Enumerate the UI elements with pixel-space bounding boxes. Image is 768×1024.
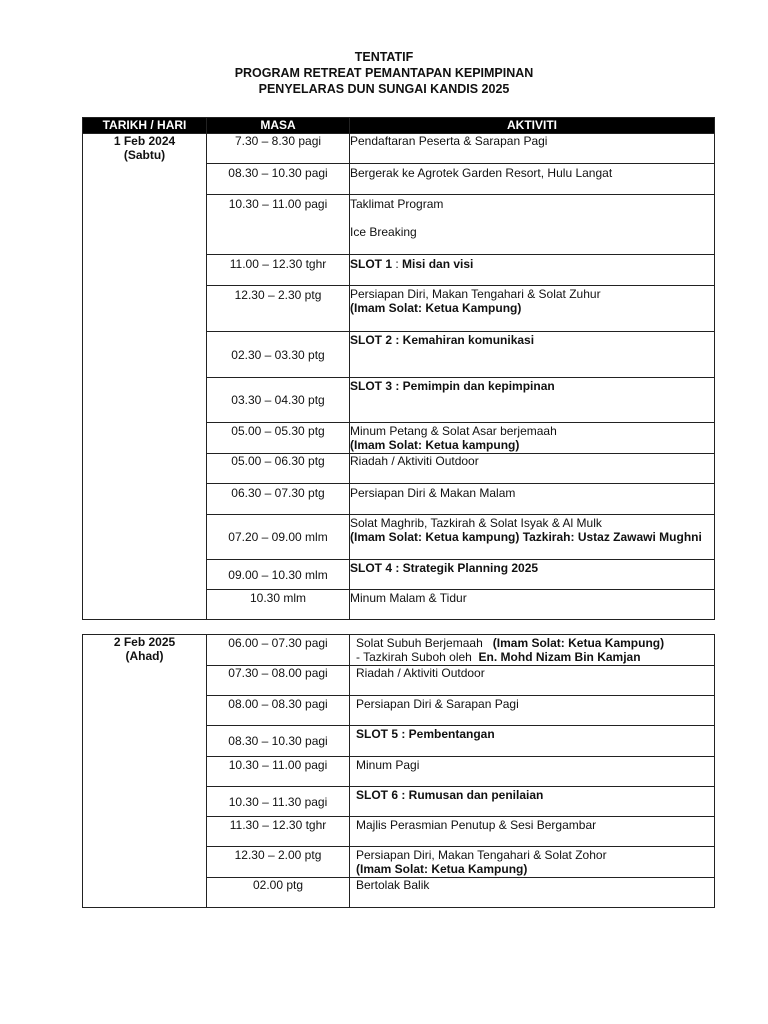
time-cell: 09.00 – 10.30 mlm: [207, 560, 350, 590]
col-header-time: MASA: [207, 118, 350, 134]
activity-text: Solat Subuh Berjemaah: [356, 636, 483, 650]
time-cell: 08.30 – 10.30 pagi: [207, 164, 350, 195]
activity-cell: Persiapan Diri & Sarapan Pagi: [350, 696, 715, 726]
activity-cell: SLOT 3 : Pemimpin dan kepimpinan: [350, 378, 715, 423]
activity-cell: [350, 847, 715, 878]
activity-line: Persiapan Diri, Makan Tengahari & Solat Zuhur: [350, 287, 601, 301]
activity-cell: SLOT 6 : Rumusan dan penilaian: [350, 787, 715, 817]
time-cell: 7.30 – 8.30 pagi: [207, 134, 350, 164]
day2-date-cell: [83, 635, 207, 908]
time-cell: 12.30 – 2.00 ptg: [207, 847, 350, 878]
time-cell: 02.30 – 03.30 ptg: [207, 332, 350, 378]
time-cell: 10.30 mlm: [207, 590, 350, 620]
time-cell: 12.30 – 2.30 ptg: [207, 286, 350, 332]
time-cell: 05.00 – 06.30 ptg: [207, 454, 350, 484]
activity-text: - Tazkirah Suboh oleh: [356, 650, 472, 664]
time-cell: 03.30 – 04.30 ptg: [207, 378, 350, 423]
time-cell: 10.30 – 11.00 pagi: [207, 757, 350, 787]
time-cell: 11.00 – 12.30 tghr: [207, 255, 350, 286]
activity-cell: [350, 423, 715, 454]
day1-dayname: (Sabtu): [123, 148, 166, 162]
imam-note: (Imam Solat: Ketua kampung): [350, 438, 520, 452]
program-title: PROGRAM RETREAT PEMANTAPAN KEPIMPINAN: [234, 66, 534, 80]
time-cell: 06.00 – 07.30 pagi: [207, 635, 350, 666]
activity-cell: Minum Pagi: [350, 757, 715, 787]
activity-line: Persiapan Diri, Makan Tengahari & Solat Zohor: [356, 848, 607, 862]
activity-line: Taklimat Program: [350, 197, 444, 211]
doc-title: TENTATIF: [354, 50, 414, 64]
slot-separator: :: [392, 257, 403, 271]
activity-cell: Persiapan Diri & Makan Malam: [350, 484, 715, 515]
imam-note: (Imam Solat: Ketua Kampung): [356, 862, 528, 876]
time-cell: 02.00 ptg: [207, 878, 350, 908]
slot-title: Misi dan visi: [402, 257, 474, 271]
table-header-row: [83, 118, 715, 134]
activity-cell: [350, 195, 715, 255]
activity-cell: Bertolak Balik: [350, 878, 715, 908]
activity-cell: SLOT 2 : Kemahiran komunikasi: [350, 332, 715, 378]
schedule-table-day1: [82, 117, 715, 620]
time-cell: 07.30 – 08.00 pagi: [207, 666, 350, 696]
time-cell: 07.20 – 09.00 mlm: [207, 515, 350, 560]
activity-line: Solat Maghrib, Tazkirah & Solat Isyak & Al Mulk: [350, 516, 602, 530]
col-header-activity: AKTIVITI: [350, 118, 715, 134]
time-cell: 11.30 – 12.30 tghr: [207, 817, 350, 847]
time-cell: 05.00 – 05.30 ptg: [207, 423, 350, 454]
speaker-name: En. Mohd Nizam Bin Kamjan: [478, 650, 641, 664]
activity-cell: [350, 515, 715, 560]
activity-cell: SLOT 4 : Strategik Planning 2025: [350, 560, 715, 590]
day1-date: 1 Feb 2024: [113, 134, 176, 148]
table-row: [83, 635, 715, 666]
imam-note: (Imam Solat: Ketua Kampung): [492, 636, 665, 650]
activity-cell: SLOT 5 : Pembentangan: [350, 726, 715, 757]
activity-cell: Riadah / Aktiviti Outdoor: [350, 454, 715, 484]
activity-cell: Riadah / Aktiviti Outdoor: [350, 666, 715, 696]
day2-date: 2 Feb 2025: [113, 635, 176, 649]
activity-cell: Pendaftaran Peserta & Sarapan Pagi: [350, 134, 715, 164]
day1-date-cell: [83, 134, 207, 620]
organizer-title: PENYELARAS DUN SUNGAI KANDIS 2025: [258, 82, 510, 96]
activity-cell: Minum Malam & Tidur: [350, 590, 715, 620]
activity-cell: [350, 635, 715, 666]
activity-cell: Bergerak ke Agrotek Garden Resort, Hulu Langat: [350, 164, 715, 195]
activity-cell: [350, 286, 715, 332]
table-row: [83, 134, 715, 164]
col-header-date: TARIKH / HARI: [83, 118, 207, 134]
activity-cell: [350, 255, 715, 286]
time-cell: 10.30 – 11.00 pagi: [207, 195, 350, 255]
activity-line: [356, 650, 714, 664]
schedule-table-day2: [82, 634, 715, 908]
time-cell: 08.30 – 10.30 pagi: [207, 726, 350, 757]
time-cell: 06.30 – 07.30 ptg: [207, 484, 350, 515]
day2-dayname: (Ahad): [125, 649, 164, 663]
activity-line: [356, 636, 714, 650]
imam-tazkirah-note: (Imam Solat: Ketua kampung) Tazkirah: Ustaz Zawawi Mughni: [350, 530, 702, 544]
activity-cell: Majlis Perasmian Penutup & Sesi Bergambar: [350, 817, 715, 847]
time-cell: 10.30 – 11.30 pagi: [207, 787, 350, 817]
activity-line: Minum Petang & Solat Asar berjemaah: [350, 424, 557, 438]
time-cell: 08.00 – 08.30 pagi: [207, 696, 350, 726]
imam-note: (Imam Solat: Ketua Kampung): [350, 301, 522, 315]
activity-line: Ice Breaking: [350, 225, 417, 239]
slot-label: SLOT 1: [350, 257, 393, 271]
